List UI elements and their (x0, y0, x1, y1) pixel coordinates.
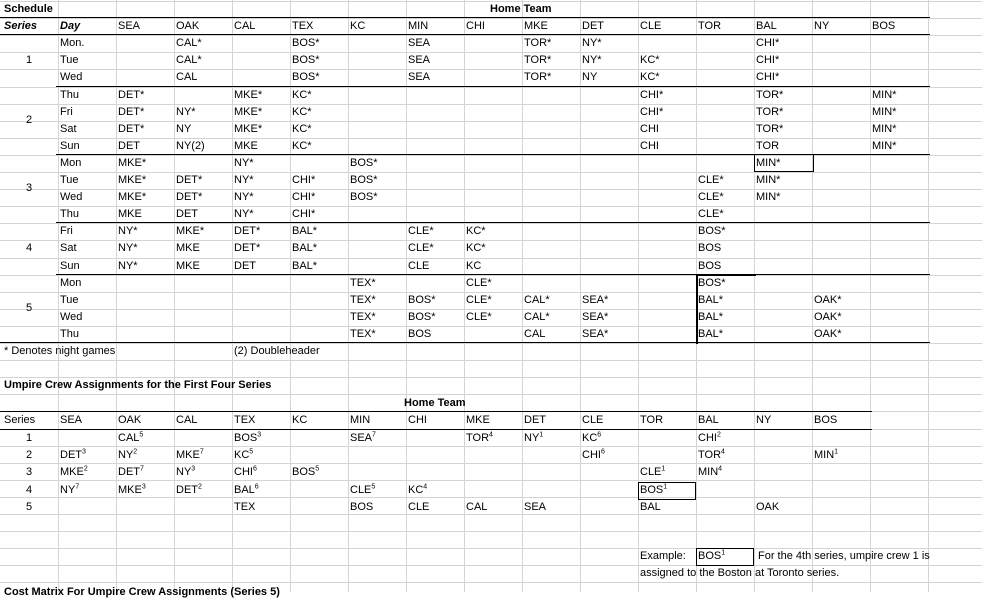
row-gridline (0, 138, 982, 139)
schedule-day-header[interactable]: Day (60, 20, 81, 33)
crew-number: 1 (834, 448, 839, 456)
schedule-game-cell[interactable]: CHI (640, 122, 659, 135)
row-gridline (0, 258, 982, 259)
schedule-game-cell[interactable]: KC* (640, 54, 660, 67)
series-divider (56, 342, 930, 343)
schedule-game-cell[interactable]: NY (176, 122, 192, 135)
schedule-game-cell[interactable]: NY* (582, 54, 602, 67)
row-gridline (0, 104, 982, 105)
schedule-game-cell[interactable]: NY(2) (176, 139, 205, 152)
schedule-game-cell[interactable]: MKE* (176, 225, 205, 238)
umpire-section-title[interactable]: Umpire Crew Assignments for the First Four Series (4, 379, 272, 392)
schedule-team-header-kc[interactable]: KC (350, 20, 366, 33)
schedule-team-header-bos[interactable]: BOS (872, 20, 896, 33)
crew-number: 2 (198, 482, 202, 490)
umpire-assignment-cell[interactable]: $KC^6$ (582, 431, 602, 445)
crew-number: 6 (254, 482, 259, 490)
umpire-team-header-chi[interactable]: CHI (408, 414, 427, 427)
crew-number: 7 (140, 465, 144, 473)
schedule-game-cell[interactable]: MKE* (118, 191, 147, 204)
umpire-assignment-cell[interactable]: MIN$^4$ (698, 465, 723, 479)
schedule-game-cell[interactable]: KC* (292, 88, 312, 101)
schedule-series-number[interactable]: 1 (26, 53, 33, 66)
schedule-game-cell[interactable]: OAK* (814, 293, 842, 306)
umpire-assignment-cell[interactable]: $NY^7$ (60, 482, 80, 496)
schedule-game-cell[interactable]: DET* (176, 174, 203, 186)
schedule-day-cell[interactable]: Thu (60, 208, 79, 221)
schedule-day-cell[interactable]: Sat (60, 122, 77, 135)
schedule-day-cell[interactable]: Tue (60, 54, 79, 67)
schedule-game-cell[interactable]: TOR* (756, 88, 784, 101)
crew-number: 4 (718, 465, 723, 473)
umpire-assignment-cell[interactable]: BOS$^1$ (640, 482, 668, 496)
schedule-day-cell[interactable]: Sun (60, 139, 80, 152)
schedule-game-cell[interactable]: CHI* (756, 54, 780, 67)
schedule-game-cell[interactable]: NY* (582, 37, 602, 50)
schedule-team-header-cal[interactable]: CAL (234, 20, 256, 33)
schedule-game-cell[interactable]: NY (582, 71, 598, 84)
schedule-game-cell[interactable]: BOS (408, 327, 432, 340)
schedule-game-cell[interactable]: CAL* (176, 54, 202, 67)
umpire-assignment-cell[interactable]: BAL$^6$ (234, 482, 259, 496)
row-gridline (0, 172, 982, 173)
schedule-game-cell[interactable]: MKE* (118, 174, 147, 186)
row-gridline (0, 514, 982, 515)
schedule-game-cell[interactable]: TOR* (524, 37, 552, 50)
crew-number: 5 (371, 482, 376, 490)
crew-number: 1 (539, 431, 544, 439)
crew-number: 6 (597, 431, 602, 439)
schedule-game-cell[interactable]: BAL* (698, 327, 724, 340)
schedule-game-cell[interactable]: CLE* (408, 242, 434, 255)
umpire-team-header-bal[interactable]: BAL (698, 414, 719, 427)
schedule-game-cell[interactable]: CLE* (466, 310, 492, 323)
schedule-game-cell[interactable]: KC* (292, 139, 312, 152)
schedule-game-cell[interactable]: CHI (640, 139, 659, 152)
umpire-team-header-ny[interactable]: NY (756, 414, 772, 427)
umpire-series-number[interactable]: 3 (26, 466, 33, 479)
umpire-assignment-cell[interactable]: MKE$^7$ (176, 448, 204, 462)
column-gridline (348, 0, 349, 592)
schedule-game-cell[interactable]: BAL* (698, 310, 724, 323)
series-divider (56, 86, 930, 87)
schedule-game-cell[interactable]: SEA (408, 71, 431, 84)
schedule-team-header-det[interactable]: DET (582, 20, 604, 33)
umpire-assignment-cell[interactable]: BOS (350, 500, 374, 513)
schedule-game-cell[interactable]: CAL* (524, 293, 550, 306)
crew-number: 1 (721, 549, 726, 557)
schedule-team-header-bal[interactable]: BAL (756, 20, 777, 33)
schedule-game-cell[interactable]: NY* (234, 191, 254, 204)
umpire-series-header[interactable]: Series (4, 414, 36, 427)
schedule-game-cell[interactable]: BOS* (350, 191, 378, 204)
crew-number: 3 (82, 448, 86, 456)
schedule-game-cell[interactable]: DET* (118, 88, 145, 101)
umpire-assignment-cell[interactable]: MKE$^3$ (118, 482, 146, 496)
schedule-day-cell[interactable]: Thu (60, 88, 79, 101)
cost-matrix-title[interactable]: Cost Matrix For Umpire Crew Assignments (Series 5) (4, 586, 280, 598)
schedule-game-cell[interactable]: MKE (176, 259, 200, 272)
schedule-game-cell[interactable]: TOR* (524, 54, 552, 67)
schedule-team-header-tex[interactable]: TEX (292, 20, 314, 33)
crew-number: 6 (600, 448, 605, 456)
row-gridline (0, 69, 982, 70)
column-gridline (870, 0, 871, 592)
schedule-game-cell[interactable]: KC* (640, 71, 660, 84)
schedule-game-cell[interactable]: CLE* (698, 208, 724, 221)
umpire-assignment-cell[interactable]: TOR$^4$ (698, 448, 725, 462)
schedule-game-cell[interactable]: MKE (118, 208, 142, 221)
crew-number: 4 (423, 482, 428, 490)
schedule-game-cell[interactable]: KC* (292, 105, 312, 118)
column-gridline (174, 0, 175, 592)
example-explanation-line1[interactable]: For the 4th series, umpire crew 1 is (758, 549, 930, 562)
schedule-team-header-tor[interactable]: TOR (698, 20, 722, 33)
crew-number: 2 (716, 431, 721, 439)
schedule-game-cell[interactable]: BAL* (292, 242, 318, 255)
schedule-game-cell[interactable]: TEX* (350, 310, 376, 323)
schedule-game-cell[interactable]: CHI* (292, 208, 316, 221)
schedule-game-cell[interactable]: NY* (234, 174, 254, 186)
row-gridline (0, 480, 982, 481)
umpire-assignment-cell[interactable]: DET$^3$ (60, 448, 86, 462)
schedule-team-header-sea[interactable]: SEA (118, 20, 141, 33)
umpire-series-number[interactable]: 5 (26, 500, 33, 513)
row-gridline (0, 206, 982, 207)
umpire-team-header-mke[interactable]: MKE (466, 414, 490, 427)
schedule-day-cell[interactable]: Mon (60, 156, 82, 169)
schedule-team-header-ny[interactable]: NY (814, 20, 830, 33)
schedule-game-cell[interactable]: CHI* (756, 71, 780, 84)
crew-number: 1 (661, 465, 666, 473)
schedule-series-number[interactable]: 5 (26, 301, 33, 314)
schedule-game-cell[interactable]: KC (466, 259, 482, 272)
crew-number: 3 (257, 431, 262, 439)
schedule-game-cell[interactable]: SEA* (582, 293, 609, 306)
schedule-day-cell[interactable]: Fri (60, 225, 73, 238)
schedule-game-cell[interactable]: DET* (176, 191, 203, 204)
schedule-game-cell[interactable]: BOS* (408, 293, 436, 306)
crew-number: 3 (141, 482, 146, 490)
crew-number: 5 (315, 465, 320, 473)
highlight-cell-border (696, 274, 698, 344)
schedule-day-cell[interactable]: Wed (60, 310, 83, 323)
umpire-team-header-oak[interactable]: OAK (118, 414, 142, 427)
schedule-game-cell[interactable]: NY* (234, 208, 254, 221)
schedule-game-cell[interactable]: DET (118, 139, 140, 152)
row-gridline (0, 18, 982, 19)
umpire-team-header-min[interactable]: MIN (350, 414, 371, 427)
schedule-game-cell[interactable]: BAL* (292, 259, 318, 272)
schedule-game-cell[interactable]: MKE* (234, 122, 263, 135)
example-label[interactable]: Example: (640, 549, 686, 562)
schedule-game-cell[interactable]: BOS* (698, 225, 726, 238)
row-gridline (0, 531, 982, 532)
crew-number: 6 (252, 465, 257, 473)
schedule-series-number[interactable]: 3 (26, 182, 33, 195)
column-gridline (58, 0, 59, 592)
schedule-title[interactable]: Schedule (4, 3, 53, 15)
umpire-team-header-cal[interactable]: CAL (176, 414, 198, 427)
schedule-game-cell[interactable]: MKE (234, 139, 258, 152)
schedule-game-cell[interactable]: BOS (698, 259, 722, 272)
column-gridline (464, 0, 465, 592)
umpire-assignment-cell[interactable]: CHI$^6$ (234, 465, 257, 479)
schedule-game-cell[interactable]: TEX* (350, 276, 376, 289)
umpire-series-number[interactable]: 1 (26, 432, 33, 445)
umpire-assignment-cell[interactable]: TEX (234, 500, 256, 513)
example-cell[interactable]: BOS$^1$ (698, 549, 726, 562)
schedule-game-cell[interactable]: TOR (756, 139, 780, 152)
umpire-assignment-cell[interactable]: TOR$^4$ (466, 431, 493, 445)
crew-number: 4 (721, 448, 725, 456)
schedule-game-cell[interactable]: BOS (698, 242, 722, 255)
umpire-assignment-cell[interactable]: CHI$^6$ (582, 448, 605, 462)
schedule-game-cell[interactable]: DET (176, 208, 198, 221)
column-gridline (522, 0, 523, 592)
crew-number: 7 (199, 448, 204, 456)
schedule-game-cell[interactable]: CHI* (292, 174, 316, 186)
umpire-team-header-cle[interactable]: CLE (582, 414, 604, 427)
umpire-assignment-cell[interactable]: $NY^1$ (524, 431, 544, 445)
schedule-game-cell[interactable]: MKE* (234, 105, 263, 118)
umpire-assignment-cell[interactable]: OAK (756, 500, 780, 513)
schedule-game-cell[interactable]: MIN* (872, 105, 897, 118)
schedule-game-cell[interactable]: KC* (466, 225, 486, 238)
schedule-game-cell[interactable]: DET* (118, 105, 145, 118)
schedule-day-cell[interactable]: Mon. (60, 37, 85, 50)
row-gridline (0, 497, 982, 498)
umpire-assignment-cell[interactable]: SEA (524, 500, 547, 513)
crew-number: 4 (489, 431, 493, 439)
schedule-game-cell[interactable]: SEA* (582, 327, 609, 340)
schedule-game-cell[interactable]: OAK* (814, 327, 842, 340)
schedule-game-cell[interactable]: KC* (292, 122, 312, 135)
schedule-game-cell[interactable]: MKE (176, 242, 200, 255)
schedule-game-cell[interactable]: KC* (466, 242, 486, 255)
umpire-assignment-cell[interactable]: CAL$^5$ (118, 431, 144, 445)
column-gridline (290, 0, 291, 592)
schedule-game-cell[interactable]: CHI* (640, 88, 664, 101)
umpire-assignment-cell[interactable]: CLE$^1$ (640, 465, 666, 479)
doubleheader-note[interactable]: (2) Doubleheader (234, 345, 320, 357)
schedule-series-header[interactable]: Series (4, 20, 38, 33)
schedule-game-cell[interactable]: NY* (234, 156, 254, 169)
schedule-game-cell[interactable]: SEA* (582, 310, 609, 323)
column-gridline (928, 0, 929, 592)
row-gridline (0, 52, 982, 53)
schedule-game-cell[interactable]: BOS* (698, 276, 726, 289)
schedule-game-cell[interactable]: MIN* (756, 156, 781, 169)
row-gridline (0, 87, 982, 88)
umpire-assignment-cell[interactable]: CLE$^5$ (350, 482, 376, 496)
schedule-day-cell[interactable]: Sat (60, 242, 77, 255)
schedule-game-cell[interactable]: NY* (118, 225, 138, 238)
schedule-day-cell[interactable]: Fri (60, 105, 73, 118)
schedule-day-cell[interactable]: Tue (60, 174, 79, 186)
umpire-assignment-cell[interactable]: MKE$^2$ (60, 465, 88, 479)
schedule-game-cell[interactable]: TOR* (756, 122, 784, 135)
umpire-series-number[interactable]: 2 (26, 449, 33, 462)
row-gridline (0, 189, 982, 190)
umpire-assignment-cell[interactable]: DET$^7$ (118, 465, 144, 479)
crew-number: 5 (139, 431, 144, 439)
schedule-game-cell[interactable]: DET* (234, 225, 261, 238)
umpire-assignment-cell[interactable]: SEA$^7$ (350, 431, 376, 445)
row-gridline (0, 155, 982, 156)
umpire-team-header-kc[interactable]: KC (292, 414, 308, 427)
umpire-assignment-cell[interactable]: DET$^2$ (176, 482, 202, 496)
schedule-game-cell[interactable]: BOS* (292, 71, 320, 84)
crew-number: 1 (663, 482, 668, 490)
schedule-game-cell[interactable]: CAL (524, 327, 546, 340)
column-gridline (406, 0, 407, 592)
column-gridline (232, 0, 233, 592)
crew-number: 7 (372, 431, 376, 439)
column-gridline (116, 0, 117, 592)
umpire-team-header-tex[interactable]: TEX (234, 414, 256, 427)
schedule-game-cell[interactable]: TEX* (350, 293, 376, 306)
umpire-team-header-sea[interactable]: SEA (60, 414, 83, 427)
schedule-game-cell[interactable]: TOR* (524, 71, 552, 84)
umpire-team-header-tor[interactable]: TOR (640, 414, 664, 427)
umpire-assignment-cell[interactable]: BOS$^5$ (292, 465, 320, 479)
header-bottom-border (0, 34, 930, 35)
schedule-team-header-mke[interactable]: MKE (524, 20, 548, 33)
schedule-game-cell[interactable]: TOR* (756, 105, 784, 118)
schedule-day-cell[interactable]: Tue (60, 293, 79, 306)
schedule-game-cell[interactable]: MIN* (872, 88, 897, 101)
schedule-game-cell[interactable]: BAL* (292, 225, 318, 238)
umpire-assignment-cell[interactable]: CAL (466, 500, 488, 513)
row-gridline (0, 240, 982, 241)
row-gridline (0, 121, 982, 122)
schedule-game-cell[interactable]: OAK* (814, 310, 842, 323)
schedule-game-cell[interactable]: MKE* (118, 156, 147, 169)
row-gridline (0, 394, 982, 395)
schedule-team-header-oak[interactable]: OAK (176, 20, 200, 33)
umpire-series-number[interactable]: 4 (26, 483, 33, 496)
schedule-game-cell[interactable]: BOS* (292, 37, 320, 50)
schedule-day-cell[interactable]: Wed (60, 71, 83, 84)
column-gridline (580, 0, 581, 592)
umpire-assignment-cell[interactable]: $NY^3$ (176, 465, 196, 479)
schedule-game-cell[interactable]: DET* (118, 122, 145, 135)
schedule-day-cell[interactable]: Mon (60, 276, 82, 289)
night-games-note[interactable]: * Denotes night games (4, 345, 116, 357)
umpire-assignment-cell[interactable]: CHI$^2$ (698, 431, 721, 445)
schedule-series-number[interactable]: 4 (26, 241, 33, 254)
schedule-day-cell[interactable]: Sun (60, 259, 80, 272)
schedule-home-team-label[interactable]: Home Team (490, 3, 552, 15)
schedule-game-cell[interactable]: CHI* (756, 37, 780, 50)
row-gridline (0, 343, 982, 344)
schedule-game-cell[interactable]: CLE* (408, 225, 434, 238)
schedule-game-cell[interactable]: CHI* (640, 105, 664, 118)
umpire-assignment-cell[interactable]: $KC^4$ (408, 482, 428, 496)
series-divider (56, 274, 930, 275)
umpire-assignment-cell[interactable]: $NY^2$ (118, 448, 138, 462)
crew-number: 2 (83, 465, 88, 473)
highlight-cell-border (696, 274, 756, 276)
schedule-game-cell[interactable]: DET (234, 259, 256, 272)
schedule-game-cell[interactable]: NY* (176, 105, 196, 118)
umpire-team-header-bos[interactable]: BOS (814, 414, 838, 427)
schedule-team-header-cle[interactable]: CLE (640, 20, 662, 33)
schedule-game-cell[interactable]: BOS* (292, 54, 320, 67)
schedule-day-cell[interactable]: Thu (60, 327, 79, 340)
header-top-border (0, 17, 930, 18)
umpire-assignment-cell[interactable]: BOS$^3$ (234, 431, 262, 445)
highlight-cell-border (754, 154, 814, 172)
example-explanation-line2[interactable]: assigned to the Boston at Toronto series. (640, 566, 840, 579)
umpire-team-header-det[interactable]: DET (524, 414, 546, 427)
schedule-series-number[interactable]: 2 (26, 113, 33, 126)
umpire-home-team-label[interactable]: Home Team (404, 397, 466, 410)
row-gridline (0, 35, 982, 36)
schedule-team-header-chi[interactable]: CHI (466, 20, 485, 33)
schedule-game-cell[interactable]: SEA (408, 54, 431, 67)
highlight-cell-border (638, 482, 696, 500)
umpire-assignment-cell[interactable]: $KC^5$ (234, 448, 254, 462)
schedule-game-cell[interactable]: MIN* (756, 191, 781, 204)
column-gridline (638, 0, 639, 592)
schedule-game-cell[interactable]: SEA (408, 37, 431, 50)
schedule-game-cell[interactable]: CAL* (524, 310, 550, 323)
schedule-game-cell[interactable]: BOS* (408, 310, 436, 323)
crew-number: 7 (75, 482, 80, 490)
schedule-game-cell[interactable]: CLE* (466, 276, 492, 289)
schedule-game-cell[interactable]: TEX* (350, 327, 376, 340)
schedule-game-cell[interactable]: CHI* (292, 191, 316, 204)
schedule-day-cell[interactable]: Wed (60, 191, 83, 204)
row-gridline (0, 223, 982, 224)
crew-number: 5 (249, 448, 254, 456)
crew-number: 2 (133, 448, 138, 456)
umpire-assignment-cell[interactable]: BAL (640, 500, 661, 513)
schedule-game-cell[interactable]: CLE (408, 259, 430, 272)
schedule-game-cell[interactable]: BAL* (698, 293, 724, 306)
schedule-game-cell[interactable]: CLE* (466, 293, 492, 306)
crew-number: 3 (191, 465, 196, 473)
schedule-game-cell[interactable]: BOS* (350, 174, 378, 186)
schedule-game-cell[interactable]: MKE* (234, 88, 263, 101)
schedule-game-cell[interactable]: NY* (118, 259, 138, 272)
schedule-game-cell[interactable]: CLE* (698, 191, 724, 204)
schedule-game-cell[interactable]: CLE* (698, 174, 724, 186)
schedule-game-cell[interactable]: MIN* (872, 122, 897, 135)
schedule-game-cell[interactable]: DET* (234, 242, 261, 255)
schedule-game-cell[interactable]: CAL (176, 71, 198, 84)
umpire-assignment-cell[interactable]: MIN$^1$ (814, 448, 839, 462)
example-cell-border (696, 548, 754, 566)
schedule-game-cell[interactable]: NY* (118, 242, 138, 255)
column-gridline (754, 0, 755, 592)
row-gridline (0, 360, 982, 361)
schedule-game-cell[interactable]: BOS* (350, 156, 378, 169)
schedule-game-cell[interactable]: CAL* (176, 37, 202, 50)
schedule-game-cell[interactable]: MIN* (756, 174, 781, 186)
umpire-assignment-cell[interactable]: CLE (408, 500, 430, 513)
schedule-game-cell[interactable]: MIN* (872, 139, 897, 152)
schedule-team-header-min[interactable]: MIN (408, 20, 429, 33)
column-gridline (812, 0, 813, 592)
